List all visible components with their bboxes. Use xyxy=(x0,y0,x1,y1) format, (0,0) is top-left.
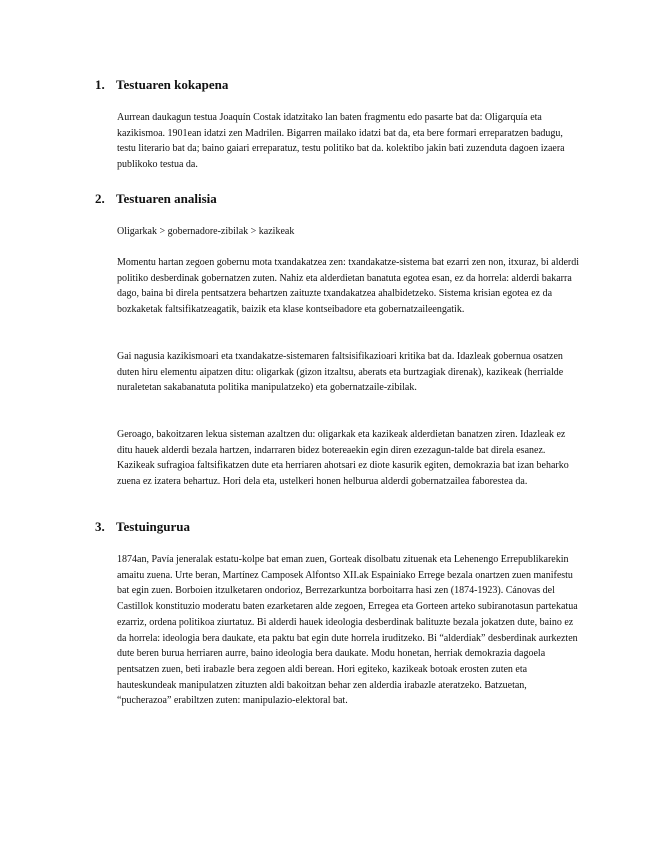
section-2-number: 2. xyxy=(95,191,105,206)
section-2-title: Testuaren analisia xyxy=(116,191,217,206)
section-3-number: 3. xyxy=(95,519,105,534)
section-3-title: Testuingurua xyxy=(116,519,190,534)
section-1-title: Testuaren kokapena xyxy=(116,77,229,92)
section-3-paragraph-1: 1874an, Pavía jeneralak estatu-kolpe bat eman zuen, Gorteak disolbatu zituenak eta Lehenengo Errepublikarekin amaitu zuena. Urte beran, Martínez Camposek Alfontso XII.ak Espainiako Errege bezala onartzen zuen manifestu bat egin zuen. Borboien itzulketaren ondorioz, Berrezarkuntza borboitarra hasi zen (1874-1923). Cánovas del Castillok konstituzio moderatu baten ezarketaren alde zegoen, Erregea eta Gorteen arteko subiranotasun partekatua ezarriz, ordena politikoa ziurtatuz. Bi alderdi hauek ideologia desberdinak balituzte bezala jokatzen dute, baino ez da horrela: ideologia bera daukate, eta paktu bat egin dute horrela iruditzeko. Bi “alderdiak” desberdinak aurkezten dute beren burua herriaren aurre, baino ideologia bera daukate. Modu honetan, herriak demokrazia dagoela pentsatzen zuen, beti irabazle bera zegoen aldi berean. Hori egiteko, kazikeak botoak erosten zuten eta hauteskundeak manipulatzen zituzten aldi bakoitzan behar zen alderdia irabazle ateratzeko. Batzuetan, “pucherazoa” erabiltzen zuten: manipulazio-elektoral bat. xyxy=(117,554,578,707)
section-2-paragraph-1: Oligarkak > gobernadore-zibilak > kazikeak xyxy=(117,226,295,237)
section-1-number: 1. xyxy=(95,77,105,92)
section-1-heading xyxy=(95,77,228,93)
section-2-paragraph-3: Gai nagusia kazikismoari eta txandakatze-sistemaren faltsisifikazioari kritika bat da. Idazleak gobernua osatzen duten hiru elementu aipatzen ditu: oligarkak (gizon itzaltsu, aberats eta burtzagiak direnak), kazikeak (herrialde nuraletetan sakabanatuta politika manipulatzeko) eta gobernatzaile-zibilak. xyxy=(117,351,564,394)
section-2-heading xyxy=(95,191,217,207)
section-3-heading xyxy=(95,519,190,535)
section-2-paragraph-4: Geroago, bakoitzaren lekua sisteman azaltzen du: oligarkak eta kazikeak alderdietan banatzen ziren. Idazleak ez ditu hauek alderdi bezala hartzen, indarraren bidez botereaekin egin diren ezezagun-talde bat direla esanez. Kazikeak sufragioa faltsifikatzen dute eta herriaren ahotsari ez diote kasurik egiten, demokrazia bat izan beharko zuena ez izatera behartuz. Hori dela eta, ustelkeri honen helburua alderdi gobernatzailea faborestea da. xyxy=(117,429,569,488)
section-1-paragraph-1: Aurrean daukagun testua Joaquín Costak idatzitako lan baten fragmentu edo pasarte bat da: Oligarquía eta kazikismoa. 1901ean idatzi zen Madrilen. Bigarren mailako idatzi bat da, eta bere formari erreparatzen badugu, testu literario bat da; baino gaiari erreparatuz, testu politiko bat da. kolektibo jakin bati zuzenduta dagoen izaera publikoko testua da. xyxy=(117,112,565,171)
section-2-paragraph-2: Momentu hartan zegoen gobernu mota txandakatzea zen: txandakatze-sistema bat ezarri zen non, itxuraz, bi alderdi politiko desberdinak gobernatzen zuten. Nahiz eta alderdietan banatuta egotea esan, ez da horrela: alderdi bakarra dago, baina bi direla pentsatzera behartzen zaituzte txandakatzea ahalbidetzeko. Sistema krisian egotea ez da bozkaketak faltsifikatzeagatik, baizik eta klase kontseibadore eta gobernatzaileengatik. xyxy=(117,257,580,316)
